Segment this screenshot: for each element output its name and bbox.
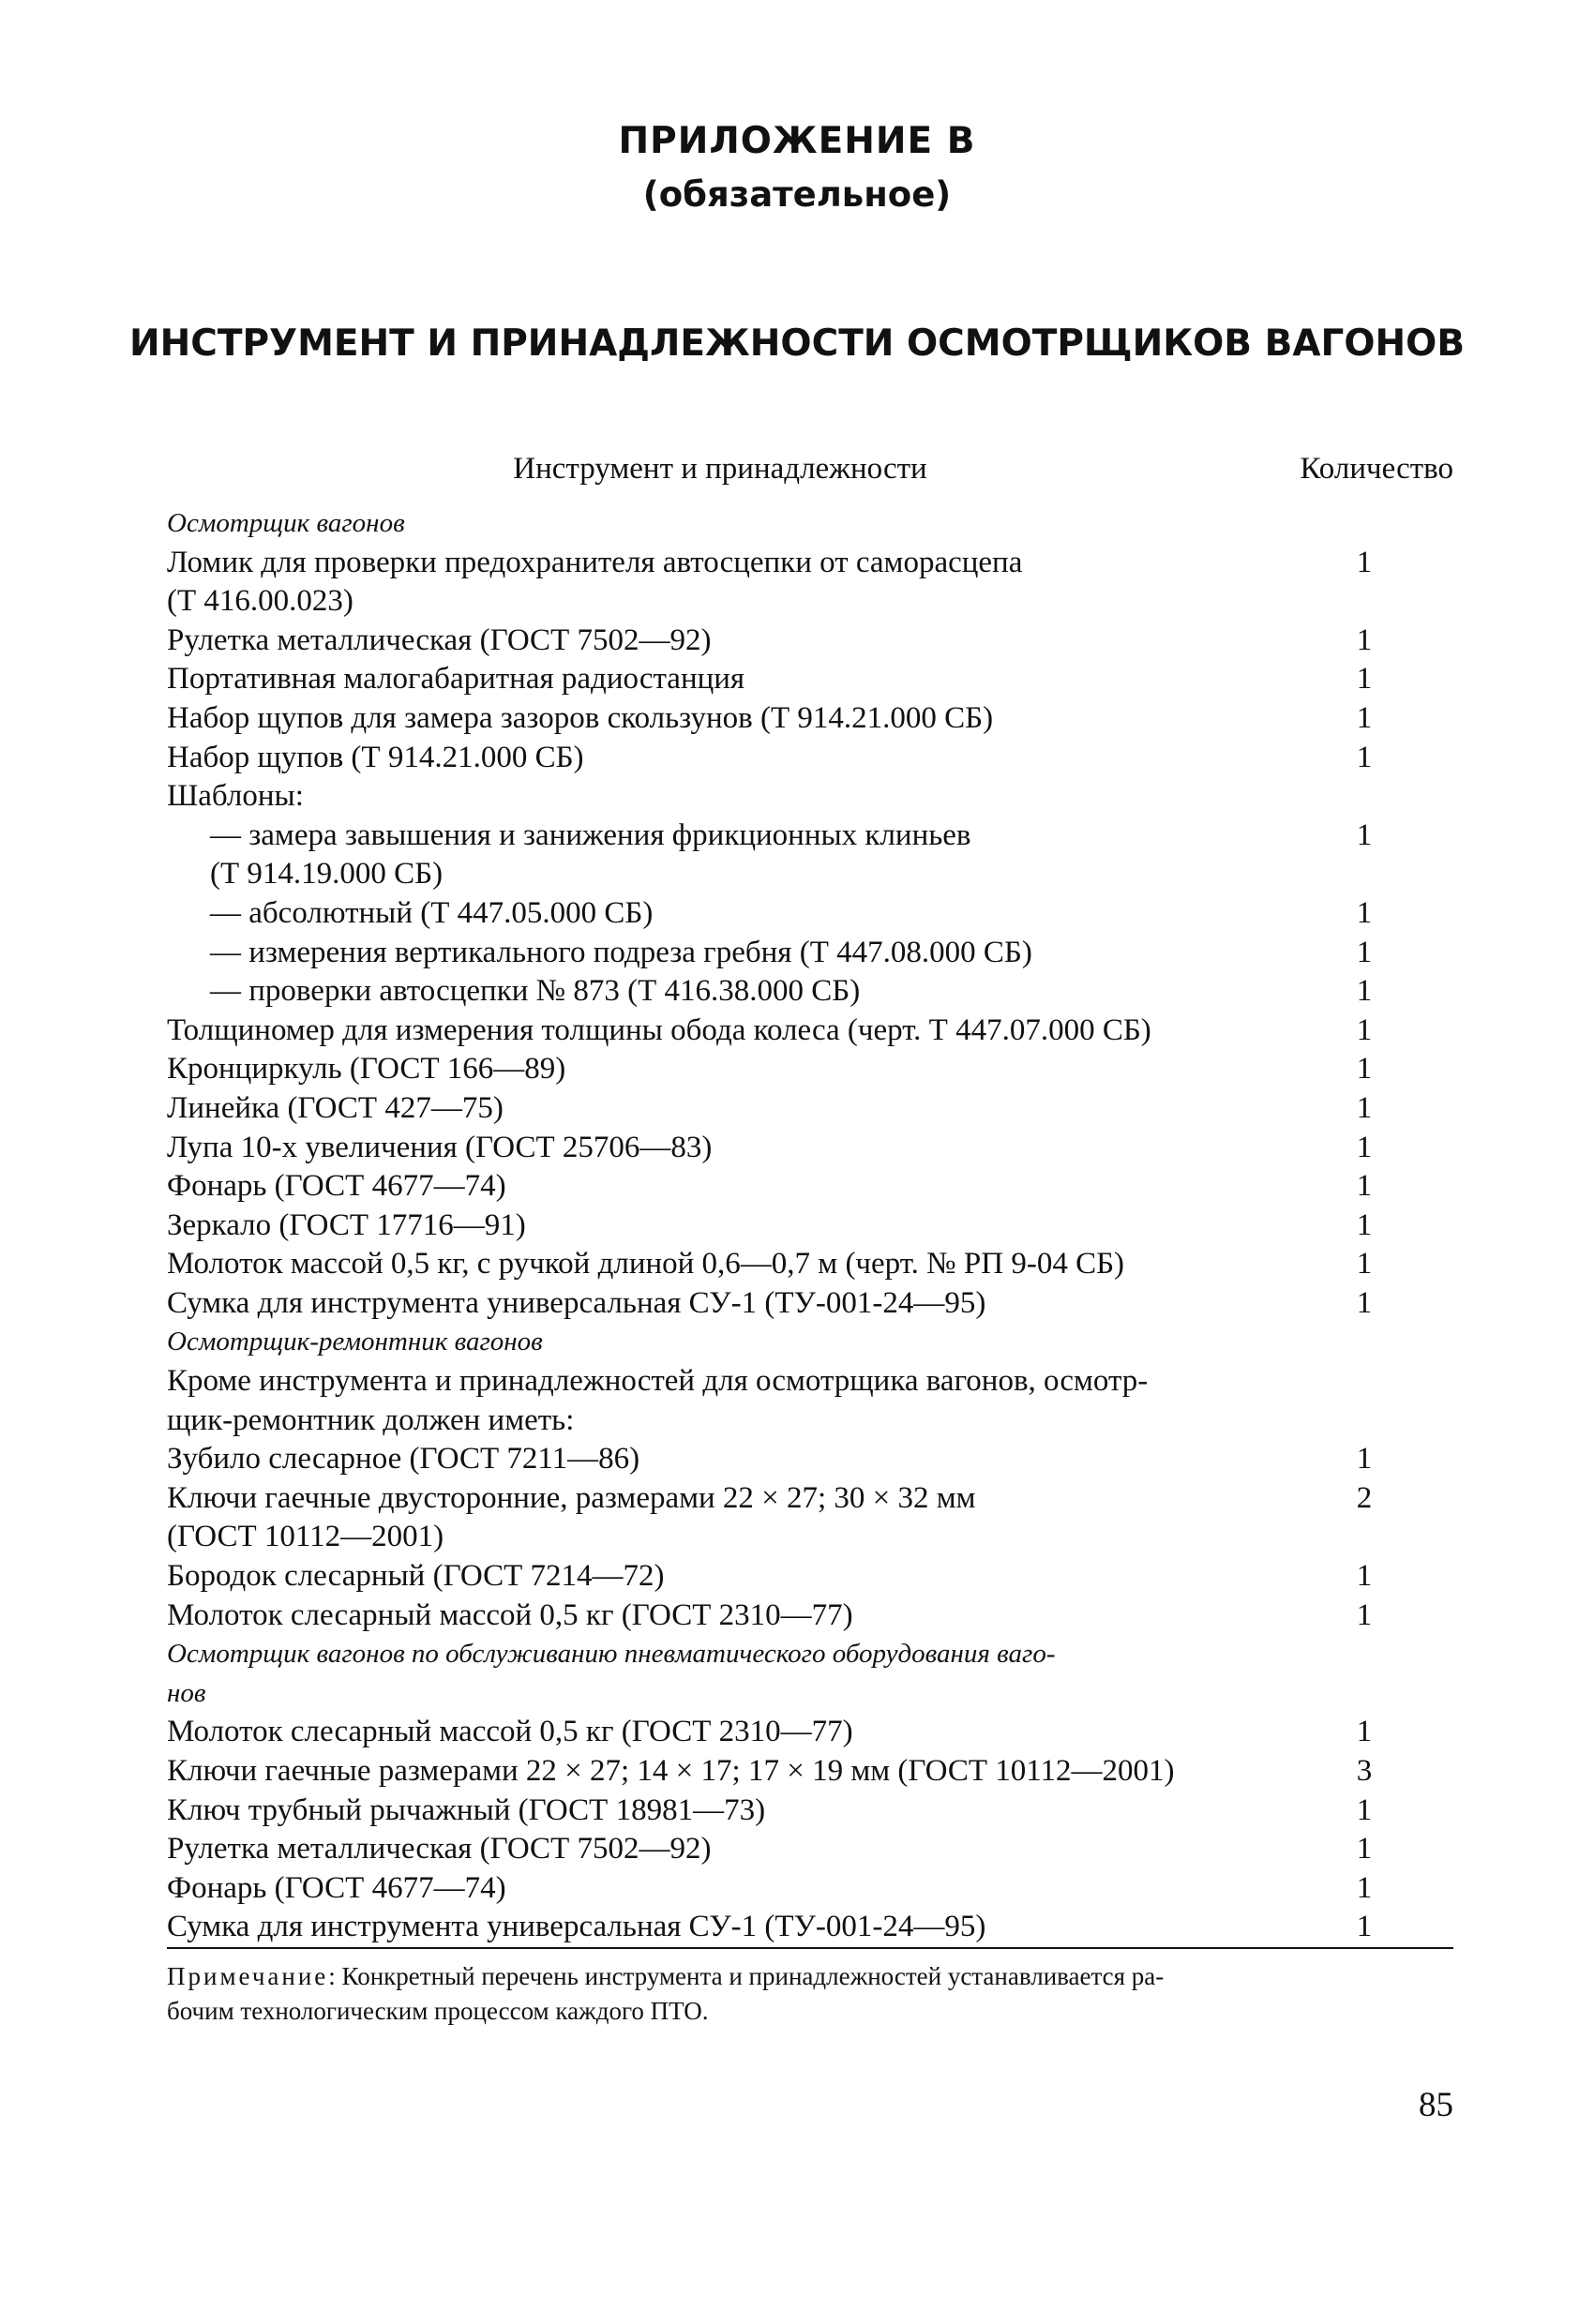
page-number: 85 [1419,2086,1453,2124]
row-quantity: 1 [1356,1832,1373,1867]
table-header [167,452,1453,504]
table-row [167,582,1453,622]
row-text: Осмотрщик вагонов по обслуживанию пневматического оборудования ваго- [167,1639,1056,1670]
table-row [167,817,1453,856]
footnote-label: Примечание [167,1962,329,1990]
row-text: Молоток слесарный массой 0,5 кг (ГОСТ 2310—77) [167,1597,853,1632]
table-row [167,699,1453,739]
table-body [167,504,1453,1947]
table-row [167,1830,1453,1869]
row-quantity: 3 [1356,1754,1373,1788]
table-row [167,855,1453,894]
row-text: Бородок слесарный (ГОСТ 7214—72) [167,1559,665,1594]
row-text: Ломик для проверки предохранителя автосцепки от саморасцепа [167,545,1023,579]
table-row [167,1089,1453,1129]
appendix-subtitle: (обязательное) [642,174,952,215]
row-quantity: 1 [1356,1090,1373,1125]
row-text: Молоток массой 0,5 кг, с ручкой длиной 0,6—0,7 м (черт. № РП 9-04 СБ) [167,1247,1125,1282]
row-text: Фонарь (ГОСТ 4677—74) [167,1870,506,1905]
row-text: Сумка для инструмента универсальная СУ-1 (ТУ-001-24—95) [167,1910,986,1944]
row-text: Кронциркуль (ГОСТ 166—89) [167,1052,566,1087]
table-row [167,934,1453,973]
table-row [167,894,1453,934]
table-row [167,1362,1453,1402]
row-quantity: 1 [1356,1169,1373,1204]
table-row [167,739,1453,778]
row-text: Рулетка металлическая (ГОСТ 7502—92) [167,622,712,657]
table-row [167,1050,1453,1089]
section-heading-row [167,504,1453,544]
row-quantity: 1 [1356,1012,1373,1047]
row-text: Набор щупов (Т 914.21.000 СБ) [167,740,584,774]
row-quantity: 1 [1356,1207,1373,1242]
row-text: Фонарь (ГОСТ 4677—74) [167,1169,506,1204]
row-text: Осмотрщик-ремонтник вагонов [167,1327,543,1357]
table-row [167,1597,1453,1636]
row-text: Ключи гаечные двусторонние, размерами 22 × 27; 30 × 32 мм [167,1480,976,1515]
row-text: щик-ремонтник должен иметь: [167,1402,575,1437]
row-quantity: 1 [1356,1870,1373,1905]
row-text: Ключи гаечные размерами 22 × 27; 14 × 17; 17 × 19 мм (ГОСТ 10112—2001) [167,1754,1175,1788]
row-text: Шаблоны: [167,779,304,814]
row-text: Толщиномер для измерения толщины обода колеса (черт. Т 447.07.000 СБ) [167,1012,1151,1047]
row-text: Портативная малогабаритная радиостанция [167,662,745,697]
section-heading-row [167,1674,1453,1714]
row-text: Зеркало (ГОСТ 17716—91) [167,1207,526,1242]
row-text: Рулетка металлическая (ГОСТ 7502—92) [167,1832,712,1867]
row-quantity: 1 [1356,974,1373,1009]
tools-table [167,452,1453,1947]
row-quantity: 1 [1356,545,1373,579]
section-heading-row [167,1323,1453,1362]
row-quantity: 1 [1356,1130,1373,1164]
column-header-quantity: Количество [1300,452,1453,486]
row-text: нов [167,1677,206,1708]
row-text: (ГОСТ 10112—2001) [167,1520,444,1554]
table-row [167,1245,1453,1284]
row-text: — абсолютный (Т 447.05.000 СБ) [210,895,654,930]
row-text: — замера завышения и занижения фрикционных клиньев [210,817,971,852]
appendix-title: ПРИЛОЖЕНИЕ В [618,120,976,162]
row-text: — проверки автосцепки № 873 (Т 416.38.000 СБ) [210,974,861,1009]
row-text: Лупа 10-х увеличения (ГОСТ 25706—83) [167,1130,713,1164]
row-quantity: 1 [1356,1247,1373,1282]
row-text: Осмотрщик вагонов [167,508,405,538]
table-row [167,622,1453,661]
table-row [167,1012,1453,1051]
row-text: Кроме инструмента и принадлежностей для осмотрщика вагонов, осмотр- [167,1364,1149,1399]
table-row [167,544,1453,583]
row-quantity: 1 [1356,1052,1373,1087]
page-title: ИНСТРУМЕНТ И ПРИНАДЛЕЖНОСТИ ОСМОТРЩИКОВ ВАГОНОВ [128,322,1466,365]
footnote-line-1: : Конкретный перечень инструмента и принадлежностей устанавливается ра- [328,1962,1165,1990]
row-text: Молоток слесарный массой 0,5 кг (ГОСТ 2310—77) [167,1715,853,1749]
table-row [167,1869,1453,1909]
table-bottom-rule [167,1947,1453,1949]
table-row [167,1167,1453,1207]
row-quantity: 1 [1356,740,1373,774]
footnote [167,1959,1453,2029]
section-heading-row [167,1635,1453,1674]
row-quantity: 1 [1356,1792,1373,1827]
row-text: Сумка для инструмента универсальная СУ-1 (ТУ-001-24—95) [167,1285,986,1320]
table-row [167,1557,1453,1597]
row-quantity: 1 [1356,700,1373,735]
row-text: Линейка (ГОСТ 427—75) [167,1090,504,1125]
row-text: Ключ трубный рычажный (ГОСТ 18981—73) [167,1792,766,1827]
row-quantity: 1 [1356,817,1373,852]
row-text: (Т 914.19.000 СБ) [210,857,444,892]
row-text: — измерения вертикального подреза гребня (Т 447.08.000 СБ) [210,935,1032,969]
row-quantity: 1 [1356,1559,1373,1594]
table-row [167,1908,1453,1947]
table-row [167,1752,1453,1792]
row-text: (Т 416.00.023) [167,584,353,619]
row-quantity: 1 [1356,662,1373,697]
table-row [167,1402,1453,1441]
table-row [167,1713,1453,1752]
row-text: Зубило слесарное (ГОСТ 7211—86) [167,1442,640,1477]
footnote-line-2: бочим технологическим процессом каждого ПТО. [167,1997,709,2025]
table-row [167,1479,1453,1519]
column-header-name: Инструмент и принадлежности [513,452,927,486]
row-quantity: 1 [1356,1597,1373,1632]
table-row [167,1792,1453,1831]
row-quantity: 1 [1356,1715,1373,1749]
row-quantity: 1 [1356,895,1373,930]
row-text: Набор щупов для замера зазоров скользунов (Т 914.21.000 СБ) [167,700,994,735]
row-quantity: 1 [1356,1910,1373,1944]
table-row [167,1440,1453,1479]
row-quantity: 1 [1356,1285,1373,1320]
row-quantity: 1 [1356,1442,1373,1477]
table-row [167,777,1453,817]
table-row [167,660,1453,699]
table-row [167,1284,1453,1324]
row-quantity: 1 [1356,622,1373,657]
table-row [167,1207,1453,1246]
table-row [167,1518,1453,1557]
table-row [167,1129,1453,1168]
row-quantity: 1 [1356,935,1373,969]
row-quantity: 2 [1356,1480,1373,1515]
table-row [167,972,1453,1012]
